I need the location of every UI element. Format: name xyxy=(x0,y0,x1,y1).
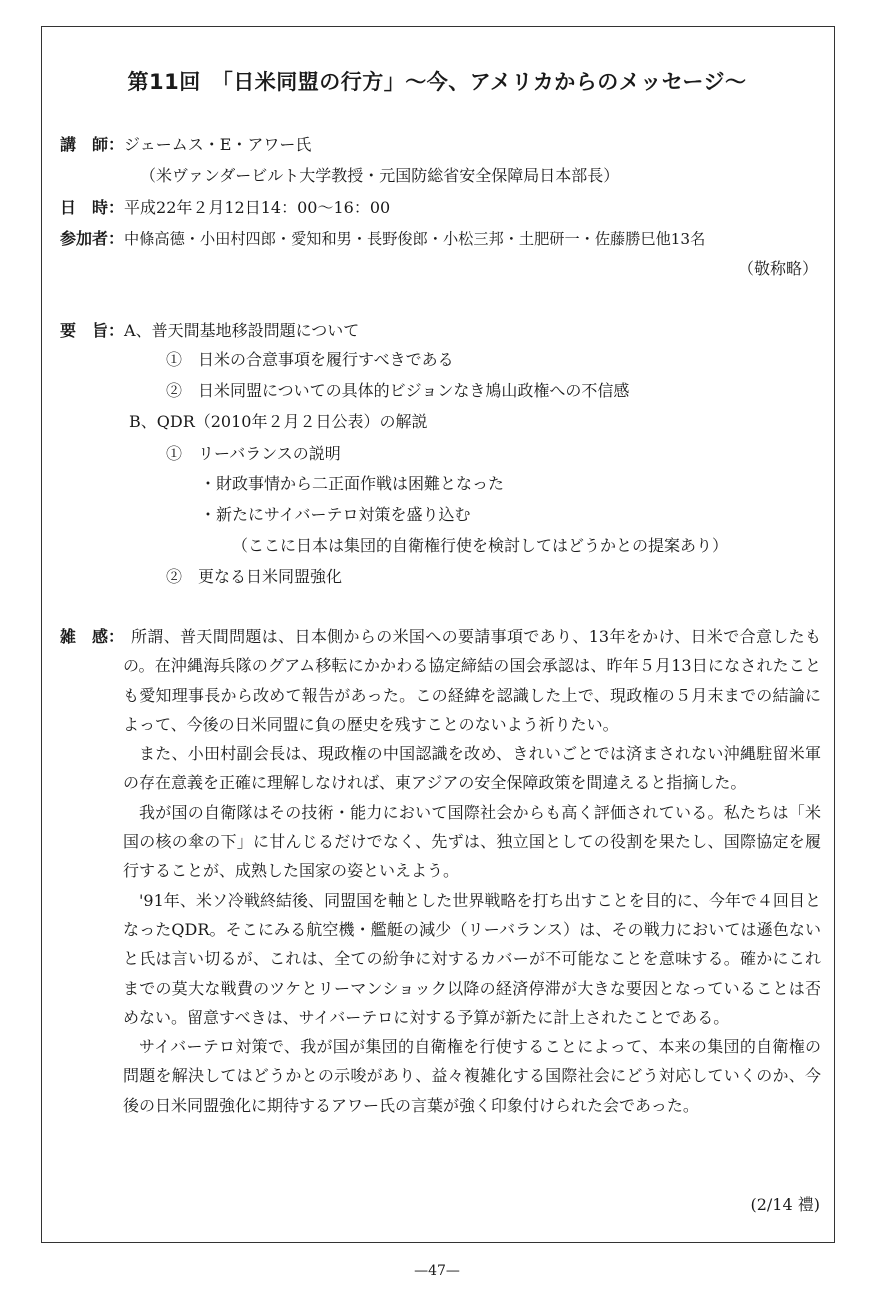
participants-row xyxy=(60,229,705,249)
impressions-paragraph: 我が国の自衛隊はその技術・能力において国際社会からも高く評価されている。私たちは「米国の核の傘の下」に甘んじるだけでなく、先ずは、独立国としての役割を果たし、国際協定を履行することが、成熟した国家の姿といえよう。 xyxy=(123,802,821,881)
impressions-paragraph: 所謂、普天間問題は、日本側からの米国への要請事項であり、13年をかけ、日米で合意したもの。在沖縄海兵隊のグアム移転にかかわる協定締結の国会承認は、昨年５月13日になされたことも愛知理事長から改めて報告があった。この経緯を認識した上で、現政権の５月末までの結論によって、今後の日米同盟に負の歴史を残すことのないよう祈りたい。 xyxy=(123,627,821,734)
summary-a-heading: A、普天間基地移設問題について xyxy=(124,321,360,340)
participants-label: 参加者： xyxy=(60,229,125,248)
date-label: 日 時： xyxy=(60,198,125,217)
impressions-paragraph: '91年、米ソ冷戦終結後、同盟国を軸とした世界戦略を打ち出すことを目的に、今年で４回目となったQDR。そこにみる航空機・艦艇の減少（リーバランス）は、その戦力においては遜色ないと氏は言い切るが、これは、全ての紛争に対するカバーが不可能なことを意味する。確かにこれまでの莫大な戦費のツケとリーマンショック以降の経済停滞が大きな要因となっていることは否めない。留意すべきは、サイバーテロに対する予算が新たに計上されたことである。 xyxy=(123,890,821,1027)
summary-b-heading: B、QDR（2010年２月２日公表）の解説 xyxy=(129,412,428,431)
summary-b-note: （ここに日本は集団的自衛権行使を検討してはどうかとの提案あり） xyxy=(232,536,729,555)
date-value: 平成22年２月12日14：00〜16：00 xyxy=(124,198,391,217)
page-title: 第11回 「日米同盟の行方」〜今、アメリカからのメッセージ〜 xyxy=(127,70,747,94)
lecturer-label: 講 師： xyxy=(60,135,125,154)
summary-b-bullet-2: ・新たにサイバーテロ対策を盛り込む xyxy=(200,505,471,524)
date-row xyxy=(60,198,390,218)
lecturer-row xyxy=(60,135,311,155)
impressions-paragraph: また、小田村副会長は、現政権の中国認識を改め、きれいごとでは済まされない沖縄駐留米軍の存在意義を正確に理解しなければ、東アジアの安全保障政策を間違えると指摘した。 xyxy=(123,744,821,793)
summary-b-item-2: ② 更なる日米同盟強化 xyxy=(166,567,343,586)
impressions-label-row xyxy=(60,627,124,647)
participants-note: （敬称略） xyxy=(737,259,818,278)
summary-row xyxy=(60,321,359,341)
page-number: —47— xyxy=(414,1263,460,1279)
signature: (2/14 禮) xyxy=(750,1195,820,1214)
summary-a-item-2: ② 日米同盟についての具体的ビジョンなき鳩山政権への不信感 xyxy=(166,381,630,400)
summary-a-item-1: ① 日米の合意事項を履行すべきである xyxy=(166,350,454,369)
summary-b-item-1: ① リーバランスの説明 xyxy=(166,444,341,463)
summary-b-bullet-1: ・財政事情から二正面作戦は困難となった xyxy=(200,474,505,493)
lecturer-name: ジェームス・E・アワー氏 xyxy=(124,135,312,154)
impressions-paragraph: サイバーテロ対策で、我が国が集団的自衛権を行使することによって、本来の集団的自衛権の問題を解決してはどうかとの示唆があり、益々複雑化する国際社会にどう対応していくのか、今後の日米同盟強化に期待するアワー氏の言葉が強く印象付けられた会であった。 xyxy=(123,1037,821,1115)
impressions-label: 雑 感： xyxy=(60,627,125,646)
summary-label: 要 旨： xyxy=(60,321,125,340)
participants-value: 中條高德・小田村四郎・愛知和男・長野俊郎・小松三邦・土肥研一・佐藤勝巳他13名 xyxy=(124,230,706,248)
impressions-body xyxy=(123,622,821,1120)
lecturer-affiliation: （米ヴァンダービルト大学教授・元国防総省安全保障局日本部長） xyxy=(140,166,620,185)
